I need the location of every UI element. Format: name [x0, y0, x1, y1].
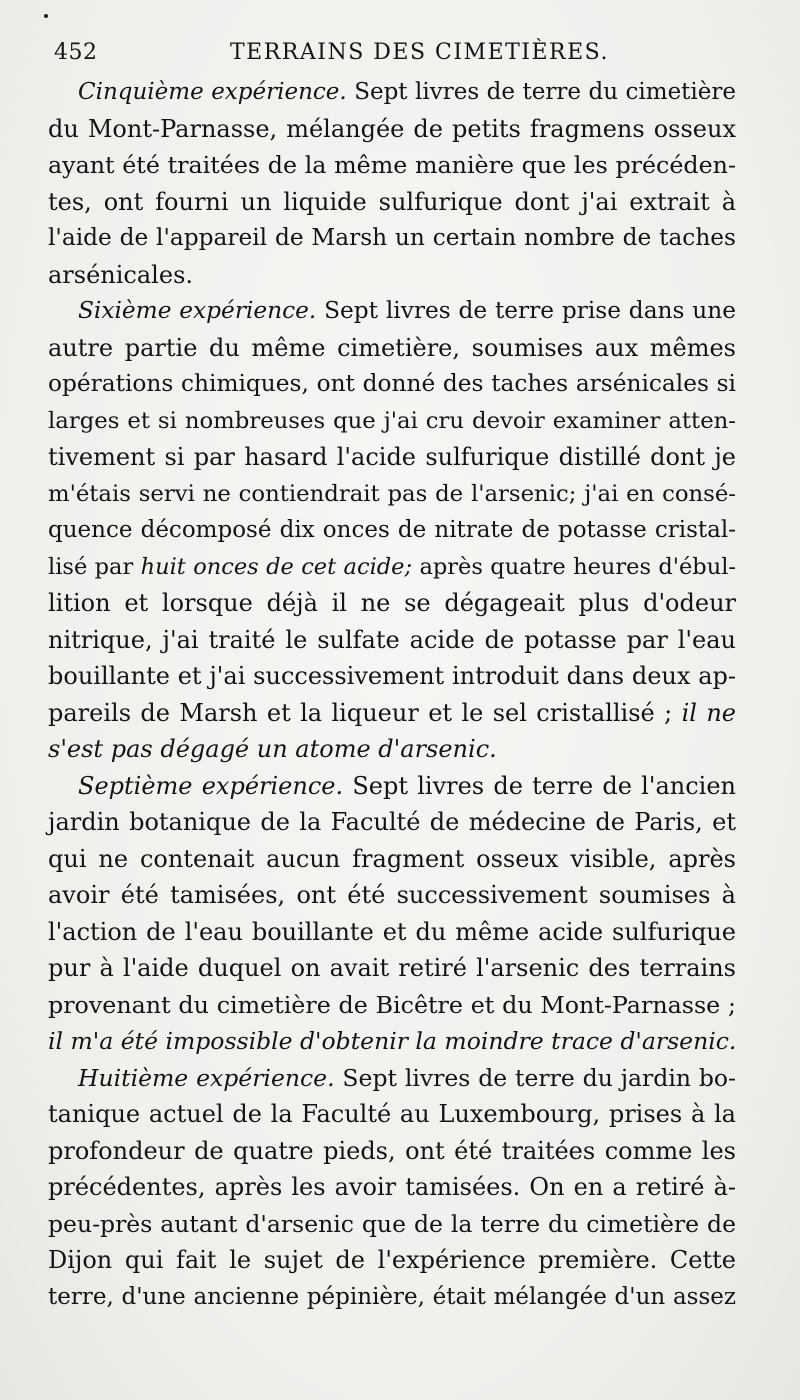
text-run: Dijon qui fait le sujet de l'expérience première. Cette	[48, 1246, 736, 1274]
text-run: m'étais servi ne contiendrait pas de l'arsenic; j'ai en consé-	[48, 480, 736, 507]
text-run: Sept livres de terre prise dans une	[316, 297, 736, 324]
text-line	[48, 1169, 736, 1206]
text-run: lisé par	[48, 553, 141, 580]
italic-text-run: Huitième expérience.	[78, 1063, 335, 1092]
text-line	[48, 1096, 736, 1133]
italic-text-run: Septième expérience.	[78, 771, 344, 800]
text-line	[48, 731, 736, 768]
running-title: TERRAINS DES CIMETIÈRES.	[230, 40, 609, 65]
text-run: bouillante et j'ai successivement introduit dans deux ap-	[48, 662, 736, 690]
text-run: autre partie du même cimetière, soumises aux mêmes	[48, 333, 736, 362]
text-run: ayant été traitées de la même manière que les précéden-	[48, 151, 736, 179]
text-run: arsénicales.	[48, 260, 194, 289]
text-line	[48, 74, 736, 111]
text-run: terre, d'une ancienne pépinière, était mélangée d'un assez	[48, 1283, 736, 1310]
text-run: jardin botanique de la Faculté de médecine de Paris, et	[48, 808, 736, 836]
text-run: provenant du cimetière de Bicêtre et du Mont-Parnasse ;	[48, 990, 736, 1019]
text-line	[48, 1242, 736, 1279]
text-run: du Mont-Parnasse, mélangée de petits fragmens osseux	[48, 114, 736, 143]
text-line	[48, 877, 736, 914]
text-line	[48, 111, 736, 148]
italic-text-run: huit onces de cet acide;	[140, 553, 413, 580]
text-run: pur à l'aide duquel on avait retiré l'arsenic des terrains	[48, 954, 736, 982]
text-run: pareils de Marsh et la liqueur et le sel cristallisé ;	[48, 698, 682, 727]
text-run: Sept livres de terre du jardin bo-	[334, 1063, 736, 1092]
ink-speck	[44, 14, 48, 18]
text-line	[48, 1060, 736, 1097]
text-line	[48, 147, 736, 184]
page-header	[54, 40, 764, 70]
text-run: précédentes, après les avoir tamisées. On en a retiré à-	[48, 1173, 736, 1201]
text-run: tivement si par hasard l'acide sulfurique distillé dont je	[48, 443, 736, 471]
text-line	[48, 1133, 736, 1170]
text-line	[48, 914, 736, 951]
italic-text-run: il ne	[681, 698, 736, 727]
text-run: lition et lorsque déjà il ne se dégageait plus d'odeur	[48, 589, 736, 617]
text-run: tes, ont fourni un liquide sulfurique dont j'ai extrait à	[48, 187, 736, 216]
text-line	[48, 330, 736, 367]
italic-text-run: s'est pas dégagé un atome d'arsenic.	[48, 735, 497, 763]
text-line	[48, 987, 736, 1024]
text-run: opérations chimiques, ont donné des taches arsénicales si	[48, 370, 736, 397]
italic-text-run: Sixième expérience.	[78, 297, 317, 324]
italic-text-run: il m'a été impossible d'obtenir la moindre trace d'arsenic.	[48, 1027, 737, 1055]
text-run: l'action de l'eau bouillante et du même acide sulfurique	[48, 917, 736, 946]
text-run: Sept livres de terre de l'ancien	[343, 771, 736, 800]
text-line	[48, 403, 736, 440]
text-run: Sept livres de terre du cimetière	[346, 79, 736, 105]
text-line	[48, 695, 736, 732]
text-line	[48, 804, 736, 841]
text-line	[48, 439, 736, 476]
text-line	[48, 366, 736, 403]
text-run: quence décomposé dix onces de nitrate de potasse cristal-	[48, 517, 736, 543]
text-run: après quatre heures d'ébul-	[412, 553, 736, 580]
text-run: profondeur de quatre pieds, ont été traitées comme les	[48, 1136, 736, 1165]
body-text	[48, 74, 736, 1315]
text-run: l'aide de l'appareil de Marsh un certain nombre de taches	[48, 224, 736, 251]
text-run: tanique actuel de la Faculté au Luxembourg, prises à la	[48, 1100, 736, 1128]
text-line	[48, 293, 736, 330]
text-line	[48, 622, 736, 659]
italic-text-run: Cinquième expérience.	[78, 79, 347, 105]
text-run: qui ne contenait aucun fragment osseux visible, après	[48, 844, 736, 873]
text-run: peu-près autant d'arsenic que de la terre du cimetière de	[48, 1209, 736, 1238]
text-line	[48, 768, 736, 805]
text-line	[48, 476, 736, 513]
text-line	[48, 950, 736, 987]
text-line	[48, 1023, 736, 1060]
text-run: larges et si nombreuses que j'ai cru devoir examiner atten-	[48, 407, 736, 434]
text-line	[48, 1206, 736, 1243]
text-line	[48, 257, 736, 294]
text-line	[48, 549, 736, 586]
text-line	[48, 184, 736, 221]
text-line	[48, 585, 736, 622]
text-run: avoir été tamisées, ont été successivement soumises à	[48, 881, 736, 909]
text-line	[48, 512, 736, 549]
text-line	[48, 1279, 736, 1316]
text-line	[48, 658, 736, 695]
text-line	[48, 220, 736, 257]
page-number: 452	[54, 40, 98, 65]
text-run: nitrique, j'ai traité le sulfate acide de potasse par l'eau	[48, 625, 736, 654]
text-line	[48, 841, 736, 878]
